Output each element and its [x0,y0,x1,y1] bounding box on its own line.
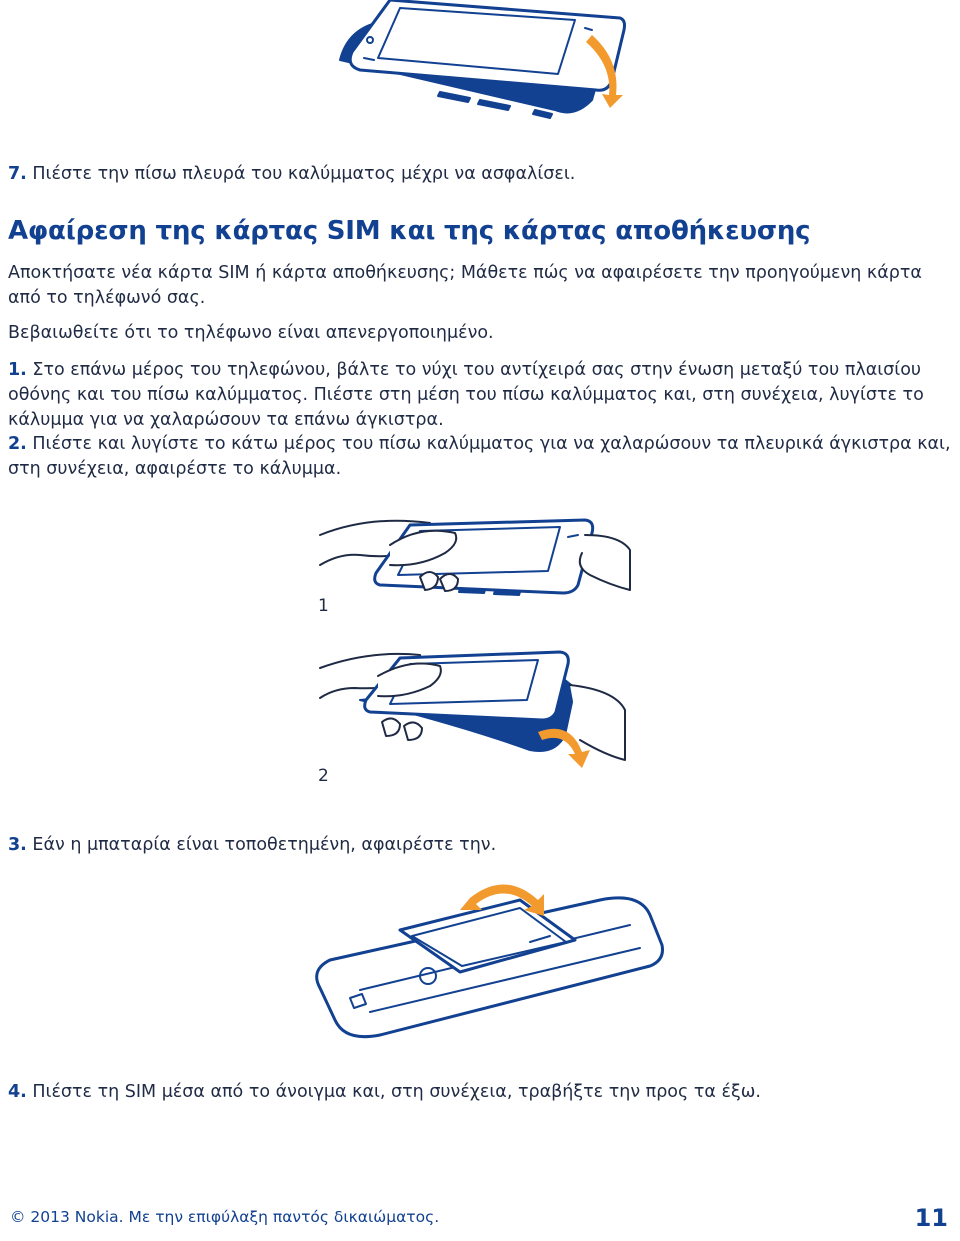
section-intro: Αποκτήσατε νέα κάρτα SIM ή κάρτα αποθήκευσης; Μάθετε πώς να αφαιρέσετε την προηγούμενη κάρτα από το τηλέφωνό σας. [8,263,922,308]
step-1 [8,358,953,433]
step-3 [8,833,952,858]
step-7 [8,162,952,187]
step-number: 3. [8,835,27,855]
step-text: Στο επάνω μέρος του τηλεφώνου, βάλτε το νύχι του αντίχειρά σας στην ένωση μεταξύ του πλαισίου οθόνης και του πίσω καλύμματος. Πιέστε στη μέση του πίσω καλύμματος και, στη συνέχεια, λυγίστε το κάλυμμα για να χαλαρώσουν τα επάνω άγκιστρα. [8,360,924,430]
page-number: 11 [914,1204,948,1232]
figure-label-2: 2 [318,766,329,786]
step-text: Πιέστε τη SIM μέσα από το άνοιγμα και, στη συνέχεια, τραβήξτε την προς τα έξω. [26,1082,761,1102]
step-number: 4. [8,1082,27,1102]
step-2 [8,432,953,482]
cover-release-figure-2 [320,640,630,785]
cover-release-figure-1 [320,505,630,620]
battery-removal-illustration [300,870,670,1055]
footer-copyright: © 2013 Nokia. Με την επιφύλαξη παντός δικαιώματος. [10,1208,440,1226]
step-text: Πιέστε και λυγίστε το κάτω μέρος του πίσω καλύμματος για να χαλαρώσουν τα πλευρικά άγκιστρα και, στη συνέχεια, αφαιρέστε το κάλυμμα. [8,434,951,479]
phone-cover-press-illustration [330,0,630,140]
power-off-note: Βεβαιωθείτε ότι το τηλέφωνο είναι απενεργοποιημένο. [8,323,494,343]
step-4 [8,1080,952,1105]
step-number: 2. [8,434,27,454]
figure-label-1: 1 [318,596,329,616]
step-text: Πιέστε την πίσω πλευρά του καλύμματος μέχρι να ασφαλίσει. [26,164,576,184]
step-number: 1. [8,360,27,380]
step-number: 7. [8,164,27,184]
section-title: Αφαίρεση της κάρτας SIM και της κάρτας αποθήκευσης [8,216,811,246]
step-text: Εάν η μπαταρία είναι τοποθετημένη, αφαιρέστε την. [26,835,497,855]
